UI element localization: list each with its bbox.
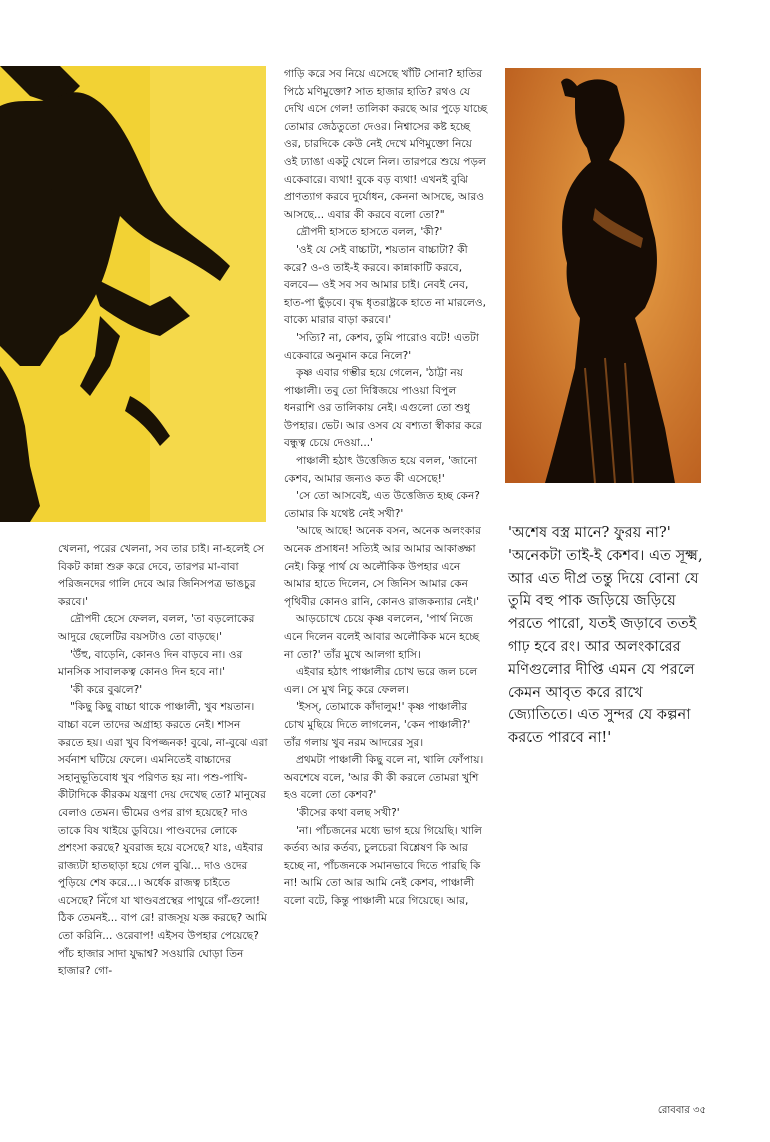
page-number: রোববার ৩৫ (657, 1105, 706, 1116)
paragraph: 'না। পাঁচজনের মধ্যে ভাগ হয়ে গিয়েছি। খালি কর্তব্য আর কর্তব্য, চুলচেরা বিশ্লেষণ কি আর হচ্ছে না, পাঁচজনকে সমানভাবে দিতে পারছি কি না! আমি তো আর আমি নেই কেশব, পাঞ্চালী বলো বটে, কিন্তু পাঞ্চালী মরে গিয়েছে। আর, (284, 824, 482, 907)
paragraph: প্রথমটা পাঞ্চালী কিছু বলে না, খালি ফোঁপায়। অবশেষে বলে, 'আর কী কী করলে তোমরা খুশি হও বলো তো কেশব?' (284, 754, 484, 802)
paragraph: খেলনা, পরের খেলনা, সব তার চাই। না-হলেই সে বিকট কান্না শুরু করে দেবে, তারপর মা-বাবা পরিজনদের গালি দেবে আর জিনিসপত্র ভাঙচুর করবে।' (58, 543, 265, 608)
middle-text-column (284, 66, 488, 911)
paragraph: 'আছে আছে! অনেক বসন, অনেক অলংকার অনেক প্রসাধন! সত্যিই আর আমার আকাঙ্ক্ষা নেই। কিন্তু পার্থ যে অলৌকিক উপহার এনে আমার হাতে দিলেন, সে জিনিস আমার কেন পৃথিবীর কোনও রানি, কোনও রাজকন্যার নেই।' (284, 525, 481, 608)
paragraph: 'ওই যে সেই বাচ্চাটা, শয়তান বাচ্চাটা? কী করে? ও-ও তাই-ই করবে। কান্নাকাটি করবে, বলবে— ওই সব সব আমার চাই। নেবই নেব, হাত-পা ছুঁড়বে। বৃদ্ধ ধৃতরাষ্ট্রকে হাতে না মারলেও, বাক্যে মারার বাড়া করবে।' (284, 243, 487, 327)
paragraph: 'সত্যি? না, কেশব, তুমি পারোও বটে! এতটা একেবারে অনুমান করে নিলে?' (284, 331, 479, 362)
paragraph: 'উঁহু, বাড়েনি, কোনও দিন বাড়বে না। ওর মানসিক সাবালকত্ব কোনও দিন হবে না।' (58, 648, 243, 679)
paragraph: আড়চোখে চেয়ে কৃষ্ণ বললেন, 'পার্থ নিজে এনে দিলেন বলেই আবার অলৌকিক মনে হচ্ছে না তো?' তাঁর মুখে আলগা হাসি। (284, 613, 480, 661)
paragraph: 'কী করে বুঝলে?' (70, 683, 143, 696)
paragraph: গাড়ি করে সব নিয়ে এসেছে খাঁটি সোনা? হাতির পিঠে মণিমুক্তো? সাত হাজার হাতি? রথও যে দেখি এসে গেল! তালিকা করছে আর পুড়ে যাচ্ছে তোমার জেঠতুতো দেওর। নিশ্বাসের কষ্ট হচ্ছে ওর, চারদিকে কেউ নেই দেখে মণিমুক্তো নিয়ে ওই ঢ্যাঙা একটু খেলে নিল। তারপরে শুয়ে পড়ল একেবারে। ব্যথা! বুকে বড় ব্যথা! এখনই বুঝি প্রাণত্যাগ করবে দুর্যোধন, কেননা আসছে, আরও আসছে... এবার কী করবে বলো তো?" (284, 68, 488, 221)
paragraph: "কিছু কিছু বাচ্চা থাকে পাঞ্চালী, খুব শয়তান। বাচ্চা বলে তাদের অগ্রাহ্য করতে নেই। শাসন করতে হয়। এরা খুব বিপজ্জনক! বুঝে, না-বুঝে এরা সর্বনাশ ঘটিয়ে ফেলে। এমনিতেই বাচ্চাদের সহানুভূতিবোধ খুব পরিণত হয় না। পশু-পাখি-কীটাদিকে কীরকম যন্ত্রণা দেয় দেখেছ তো? মানুষের বেলাও তেমন। ভীমের ওপর রাগ হয়েছে? দাও তাকে বিষ খাইয়ে ডুবিয়ে। পাণ্ডবদের লোকে প্রশংসা করছে? যুবরাজ হয়ে বসেছে? যাঃ, এইবার রাজ্যটা হাতছাড়া হয়ে গেল বুঝি... দাও ওদের পুড়িয়ে শেষ করে...। অর্ধেক রাজত্ব চাইতে এসেছে? নিঁগে যা খাণ্ডবপ্রস্থের পাথুরে গাঁ-গুলো! ঠিক তেমনই... বাপ রে! রাজসূয় যজ্ঞ করছে? আমি তো করিনি... ওরেবাপ! এইসব উপহার পেয়েছে? পাঁচ হাজার সাদা যুদ্ধাশ্ব? সওয়ারি ঘোড়া তিন হাজার? গো- (58, 701, 268, 978)
left-illustration (0, 66, 266, 522)
right-illustration (505, 68, 701, 483)
paragraph: 'কীসের কথা বলছ সখী?' (296, 806, 400, 819)
paragraph: এইবার হঠাৎ পাঞ্চালীর চোখ ভরে জল চলে এল। সে মুখ নিচু করে ফেলল। (284, 666, 478, 696)
pull-quote (508, 522, 708, 750)
pull-quote-line: 'অনেকটা তাই-ই কেশব। এত সূক্ষ্ম, আর এত দীপ্র তন্তু দিয়ে বোনা যে তুমি বহু পাক জড়িয়ে জড়িয়ে পরতে পারো, যতই জড়াবে ততই গাঢ় হবে রং। আর অলংকারের মণিগুলোর দীপ্তি এমন যে পরলে কেমন আবৃত করে রাখে জ্যোতিতে। এত সুন্দর যে কল্পনা করতে পারবে না!' (508, 546, 703, 747)
paragraph: 'সে তো আসবেই, এত উত্তেজিত হচ্ছ কেন? তোমার কি যথেষ্ট নেই সখী?' (284, 490, 480, 520)
paragraph: পাঞ্চালী হঠাৎ উত্তেজিত হয়ে বলল, 'জানো কেশব, আমার জন্যও কত কী এসেছে!' (284, 455, 478, 485)
paragraph: দ্রৌপদী হাসতে হাসতে বলল, 'কী?' (296, 226, 443, 239)
paragraph: দ্রৌপদী হেসে ফেলল, বলল, 'তা বড়লোকের আদুরে ছেলেটির বয়সটাও তো বাড়ছে।' (58, 613, 255, 643)
left-text-column (58, 541, 268, 981)
woman-silhouette-icon (505, 68, 701, 483)
paragraph: 'ইসস্, তোমাকে কাঁদালুম!' কৃষ্ণ পাঞ্চালীর চোখ মুছিয়ে দিতে লাগলেন, 'কেন পাঞ্চালী?' তাঁর গলায় খুব নরম আদরের সুর। (284, 701, 471, 749)
pull-quote-line: 'অশেষ বস্ত্র মানে? ফুরয় না?' (508, 524, 671, 541)
dancing-figures-silhouette-icon (0, 66, 266, 522)
paragraph: কৃষ্ণ এবার গম্ভীর হয়ে গেলেন, 'ঠাট্টা নয় পাঞ্চালী। তবু তো দিগ্বিজয়ে পাওয়া বিপুল ধনরাশি ওর তালিকায় নেই। এগুলো তো শুধু উপহার। ভেট। আর ওসব যে বশ্যতা স্বীকার করে বন্ধুত্ব চেয়ে দেওয়া...' (284, 367, 482, 450)
